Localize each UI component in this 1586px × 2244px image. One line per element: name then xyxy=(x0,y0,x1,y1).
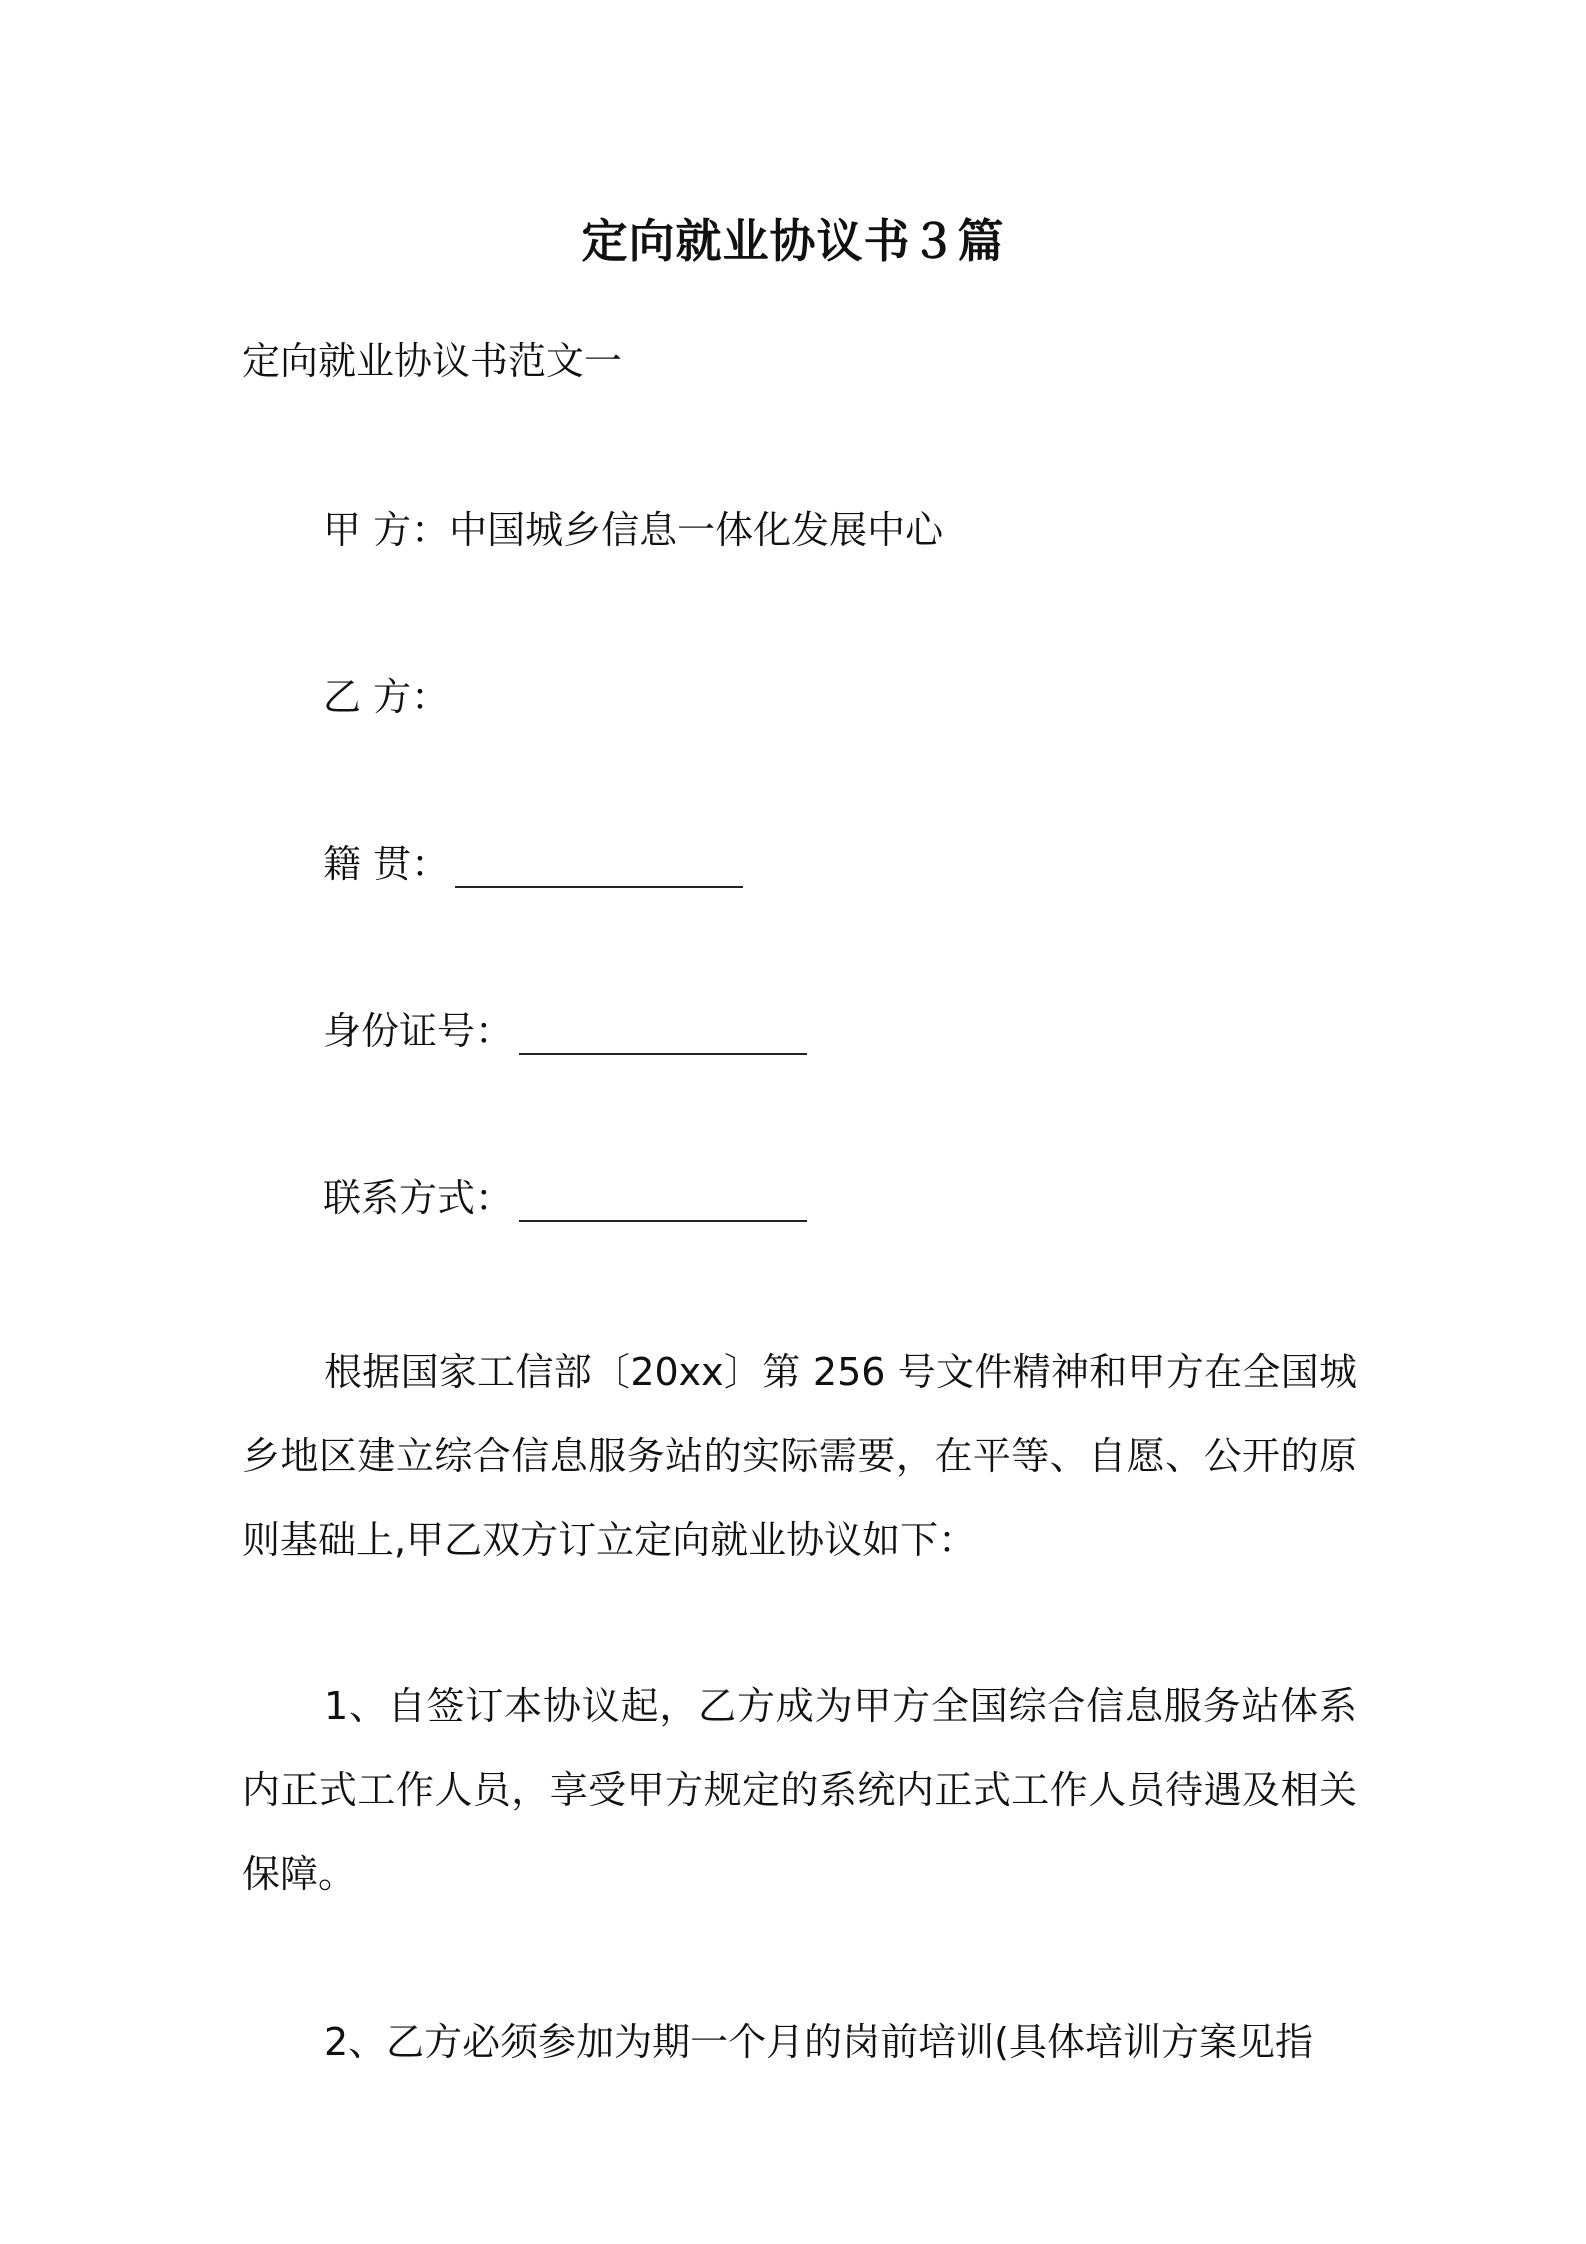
party-a-line: 甲 方：中国城乡信息一体化发展中心 xyxy=(323,508,944,552)
native-place-blank xyxy=(455,846,743,888)
intro-paragraph: 根据国家工信部〔20xx〕第 256 号文件精神和甲方在全国城乡地区建立综合信息服务站的实际需要，在平等、自愿、公开的原则基础上,甲乙双方订立定向就业协议如下： xyxy=(242,1350,1357,1562)
document-title: 定向就业协议书３篇 xyxy=(581,214,1005,268)
clause-2-paragraph: 2、乙方必须参加为期一个月的岗前培训(具体培训方案见指 xyxy=(324,2020,1314,2064)
id-number-line xyxy=(323,1007,807,1055)
contact-label: 联系方式： xyxy=(323,1176,514,1220)
document-subtitle: 定向就业协议书范文一 xyxy=(242,339,623,383)
contact-line xyxy=(323,1174,807,1222)
native-place-label: 籍 贯： xyxy=(323,842,450,886)
native-place-line xyxy=(323,840,743,888)
id-number-blank xyxy=(519,1013,807,1055)
contact-blank xyxy=(519,1180,807,1222)
id-number-label: 身份证号： xyxy=(323,1009,514,1053)
clause-1-paragraph: 1、自签订本协议起，乙方成为甲方全国综合信息服务站体系内正式工作人员，享受甲方规定的系统内正式工作人员待遇及相关保障。 xyxy=(242,1684,1357,1896)
party-b-line: 乙 方： xyxy=(323,675,450,719)
